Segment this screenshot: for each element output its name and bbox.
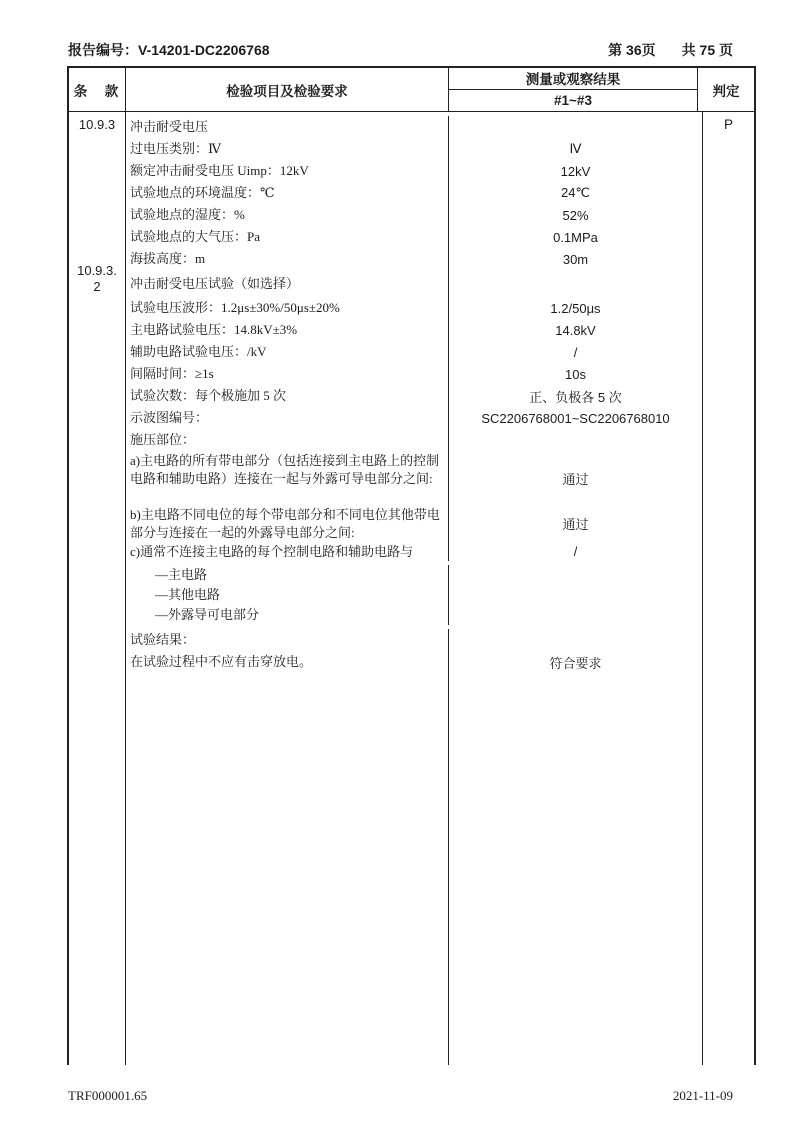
item-label: 额定冲击耐受电压 Uimp：12kV	[126, 160, 449, 182]
item-label: —外露导可电部分	[126, 605, 449, 625]
page-footer	[68, 1088, 733, 1104]
result-value: 1.2/50μs	[550, 300, 601, 316]
table-row	[126, 429, 702, 451]
table-row	[126, 407, 702, 429]
empty-cell	[126, 673, 449, 1065]
table-row	[126, 226, 702, 248]
clause-sub-line2: 2	[93, 279, 101, 294]
table-row	[126, 542, 702, 561]
footer-doc-code: TRF000001.65	[68, 1088, 148, 1103]
result-value: 通过	[562, 471, 589, 487]
item-label: 试验地点的湿度：%	[126, 204, 449, 226]
table-row	[126, 182, 702, 204]
item-label: 主电路试验电压：14.8kV±3%	[126, 319, 449, 341]
item-label: —主电路	[126, 565, 449, 585]
table-row	[126, 297, 702, 319]
item-label: 试验次数：每个极施加 5 次	[126, 385, 449, 407]
item-label: —其他电路	[126, 585, 449, 605]
footer-date: 2021-11-09	[672, 1088, 733, 1103]
table-row	[126, 505, 702, 542]
result-value: 通过	[562, 517, 589, 532]
result-value: 符合要求	[549, 655, 602, 671]
result-value: 正、负极各 5 次	[529, 389, 622, 405]
table-row	[126, 565, 702, 585]
item-label: 辅助电路试验电压：/kV	[126, 341, 449, 363]
result-value	[449, 585, 702, 605]
header-results	[449, 68, 698, 111]
item-label: 试验地点的环境温度：℃	[126, 182, 449, 204]
table-row	[126, 341, 702, 363]
verdict-column	[702, 112, 754, 1065]
header-results-sub: #1~#3	[554, 92, 592, 108]
table-row-filler	[126, 673, 702, 1065]
result-value: /	[573, 544, 578, 559]
result-value: Ⅳ	[569, 141, 582, 156]
item-label: a)主电路的所有带电部分（包括连接到主电路上的控制电路和辅助电路）连接在一起与外露可导电部分之间:	[126, 451, 449, 505]
result-value: /	[573, 344, 578, 360]
table-row	[126, 363, 702, 385]
item-label: 过电压类别：Ⅳ	[126, 138, 449, 160]
clause-column	[69, 112, 126, 1065]
table-row	[126, 270, 702, 297]
result-value	[449, 429, 702, 451]
result-value	[449, 605, 702, 625]
result-value: 52%	[562, 207, 589, 223]
table-row	[126, 451, 702, 505]
report-table	[67, 66, 756, 1065]
table-row	[126, 116, 702, 138]
result-value	[449, 270, 702, 297]
result-value: 14.8kV	[555, 322, 596, 338]
result-value: 10s	[565, 366, 586, 382]
page-current: 第 36页	[608, 42, 656, 58]
result-value	[449, 116, 702, 138]
table-row	[126, 204, 702, 226]
item-label: 试验电压波形：1.2μs±30%/50μs±20%	[126, 297, 449, 319]
item-label: 施压部位：	[126, 429, 449, 451]
item-label: 试验结果：	[126, 629, 449, 651]
item-label: 冲击耐受电压试验（如选择）	[126, 270, 449, 297]
item-label: 海拔高度：m	[126, 248, 449, 270]
result-value	[449, 565, 702, 585]
result-value: 24℃	[560, 185, 591, 200]
table-row	[126, 248, 702, 270]
report-number: 报告编号：V-14201-DC2206768	[68, 42, 270, 58]
result-value	[449, 629, 702, 651]
clause-number-1093: 10.9.3	[78, 117, 116, 132]
table-row	[126, 138, 702, 160]
table-row	[126, 319, 702, 341]
item-label: 在试验过程中不应有击穿放电。	[126, 651, 449, 673]
page-header	[68, 40, 733, 60]
result-value: 0.1MPa	[553, 229, 598, 245]
header-results-title: 测量或观察结果	[449, 68, 697, 90]
item-label: 间隔时间：≥1s	[126, 363, 449, 385]
page-numbers	[582, 40, 733, 60]
item-label: b)主电路不同电位的每个带电部分和不同电位其他带电部分与连接在一起的外露导电部分之间:	[126, 505, 449, 542]
verdict-value: P	[723, 117, 733, 132]
table-row	[126, 651, 702, 673]
table-header-row	[69, 68, 754, 112]
header-verdict: 判定	[712, 83, 740, 99]
items-results-column	[126, 112, 702, 1065]
result-value: SC2206768001~SC2206768010	[481, 410, 670, 426]
table-row	[126, 605, 702, 625]
header-items: 检验项目及检验要求	[126, 68, 449, 111]
empty-cell	[449, 673, 702, 1065]
item-label: 冲击耐受电压	[126, 116, 449, 138]
table-body	[69, 112, 754, 1065]
table-row	[126, 629, 702, 651]
table-row	[126, 585, 702, 605]
item-label: c)通常不连接主电路的每个控制电路和辅助电路与	[126, 542, 449, 561]
item-label: 示波图编号：	[126, 407, 449, 429]
result-value: 30m	[562, 251, 589, 267]
table-row	[126, 160, 702, 182]
clause-sub-line1: 10.9.3.	[77, 263, 117, 278]
table-row	[126, 385, 702, 407]
result-value: 12kV	[560, 163, 591, 179]
page-total: 共 75 页	[681, 42, 733, 58]
clause-number-10932	[69, 263, 125, 295]
item-label: 试验地点的大气压：Pa	[126, 226, 449, 248]
header-clause: 条 款	[69, 68, 126, 111]
